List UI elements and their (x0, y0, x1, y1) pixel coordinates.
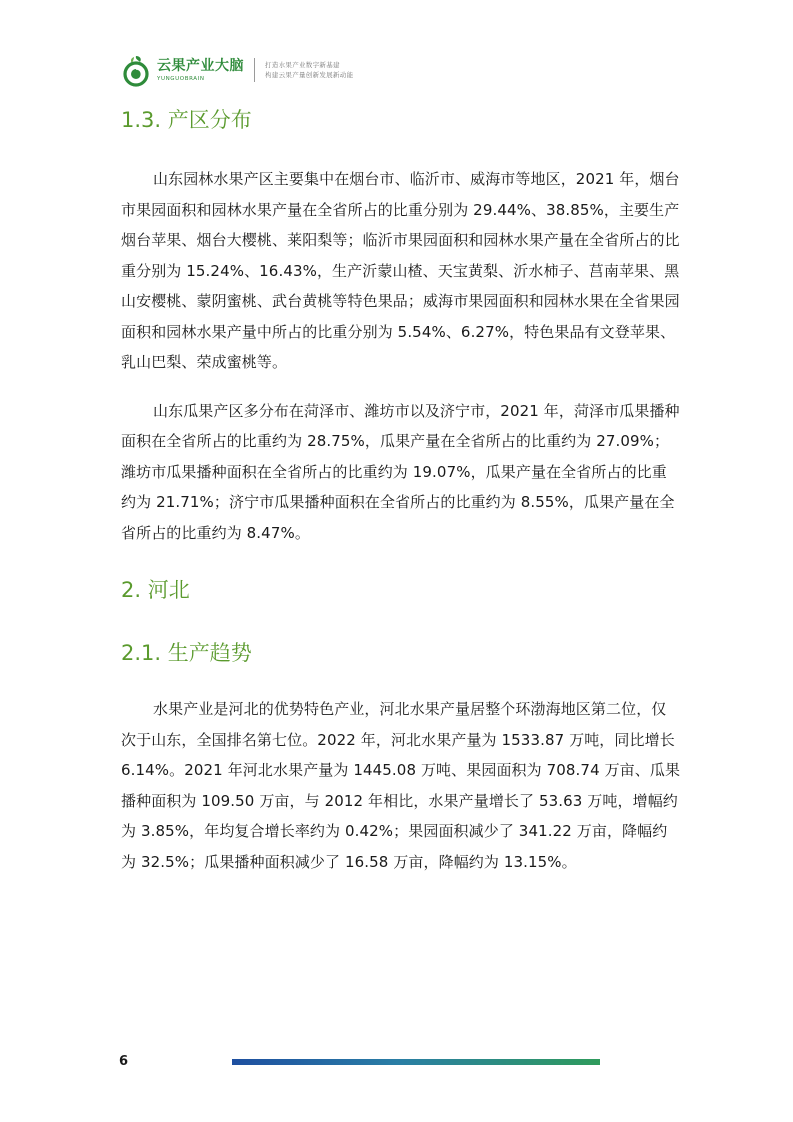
body-paragraph: 山东瓜果产区多分布在菏泽市、潍坊市以及济宁市，2021 年，菏泽市瓜果播种面积在全省所占的比重约为 28.75%，瓜果产量在全省所占的比重约为 27.09%；潍坊市瓜果播种面积在全省所占的比重约为 19.07%，瓜果产量在全省所占的比重约为 21.71%；济宁市瓜果播种面积在全省所占的比重约为 8.55%，瓜果产量在全省所占的比重约为 8.47%。 (121, 401, 680, 542)
document-body (121, 100, 681, 877)
body-paragraph: 山东园林水果产区主要集中在烟台市、临沂市、威海市等地区，2021 年，烟台市果园面积和园林水果产量在全省所占的比重分别为 29.44%、38.85%，主要生产烟台苹果、烟台大樱桃、莱阳梨等；临沂市果园面积和园林水果产量在全省所占的比重分别为 15.24%、16.43%，生产沂蒙山楂、天宝黄梨、沂水柿子、莒南苹果、黑山安樱桃、蒙阴蜜桃、武台黄桃等特色果品；威海市果园面积和园林水果在全省果园面积和园林水果产量中所占的比重分别为 5.54%、6.27%，特色果品有文登苹果、乳山巴梨、荣成蜜桃等。 (121, 170, 680, 371)
header-divider (254, 58, 255, 82)
body-paragraph: 水果产业是河北的优势特色产业，河北水果产量居整个环渤海地区第二位，仅次于山东，全国排名第七位。2022 年，河北水果产量为 1533.87 万吨，同比增长 6.14%。2021 年河北水果产量为 1445.08 万吨、果园面积为 708.74 万亩、瓜果播种面积为 109.50 万亩，与 2012 年相比，水果产量增长了 53.63 万吨，增幅约为 3.85%，年均复合增长率约为 0.42%；果园面积减少了 341.22 万亩，降幅约为 32.5%；瓜果播种面积减少了 16.58 万亩，降幅约为 13.15%。 (121, 700, 681, 871)
brand-name-en: YUNGUOBRAIN (157, 75, 205, 82)
section-heading: 1.3. 产区分布 (121, 108, 252, 132)
slogan-line-2: 构建云果产量创新发展新动能 (265, 71, 354, 79)
logo-icon (121, 53, 151, 87)
brand-name: 云果产业大脑 (157, 57, 244, 74)
page-header (121, 50, 353, 90)
footer-gradient-bar (232, 1059, 600, 1065)
slogan-block (265, 60, 353, 80)
slogan-line-1: 打造水果产业数字新基建 (265, 61, 340, 69)
subsection-heading: 2.1. 生产趋势 (121, 641, 252, 665)
section-heading: 2. 河北 (121, 578, 190, 602)
brand-block (157, 58, 244, 83)
page-number: 6 (119, 1054, 129, 1069)
